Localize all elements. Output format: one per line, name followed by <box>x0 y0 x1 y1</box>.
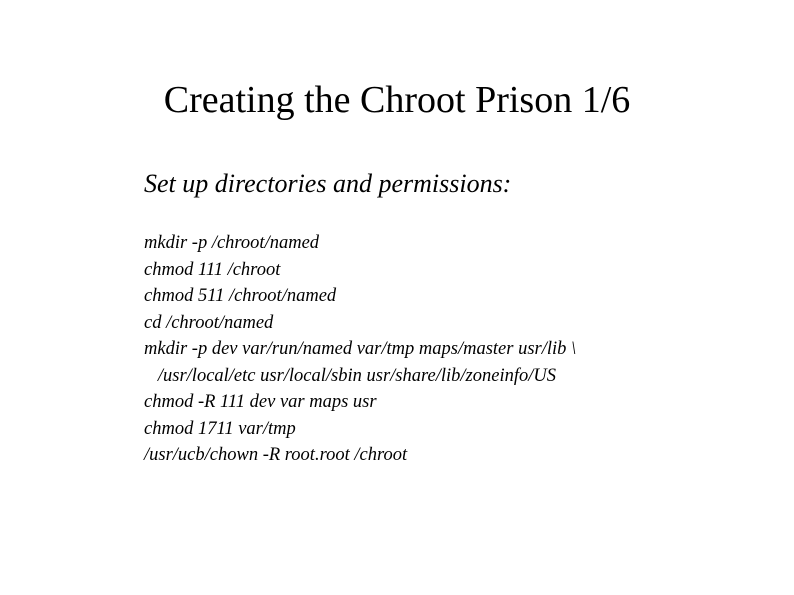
command-line: mkdir -p dev var/run/named var/tmp maps/master usr/lib \ <box>144 339 577 359</box>
command-line: chmod 511 /chroot/named <box>144 286 337 306</box>
slide-title: Creating the Chroot Prison 1/6 <box>163 79 631 121</box>
command-line: /usr/ucb/chown -R root.root /chroot <box>144 445 408 465</box>
command-line: chmod 111 /chroot <box>144 259 281 280</box>
command-line: mkdir -p /chroot/named <box>144 233 320 253</box>
command-line: cd /chroot/named <box>144 312 274 333</box>
command-line: chmod -R 111 dev var maps usr <box>144 392 377 412</box>
command-line: chmod 1711 var/tmp <box>144 418 296 439</box>
slide-subtitle: Set up directories and permissions: <box>144 169 512 198</box>
command-list <box>144 230 576 469</box>
command-line-continuation: /usr/local/etc usr/local/sbin usr/share/lib/zoneinfo/US <box>144 365 556 386</box>
